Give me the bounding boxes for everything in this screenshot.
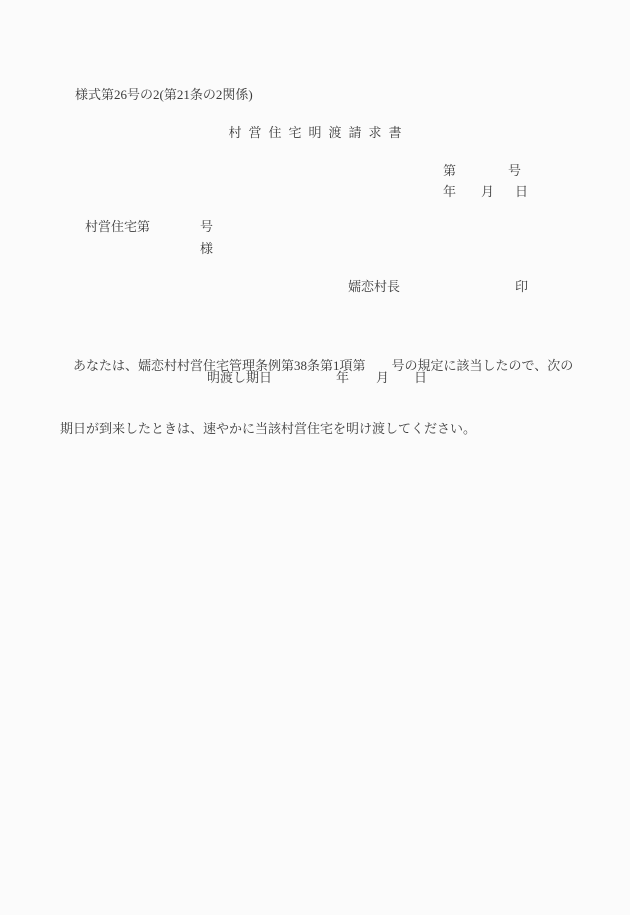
issue-date-day-label: 日 [515, 184, 529, 199]
document-title: 村営住宅明渡請求書 [228, 125, 409, 140]
due-date-year-label: 年 [336, 370, 350, 385]
body-line-1: あなたは、嬬恋村村営住宅管理条例第38条第1項第 号の規定に該当したので、次の [60, 358, 574, 373]
issuer-name-label: 嬬恋村長 [348, 279, 401, 294]
issue-date-year-label: 年 [443, 184, 457, 199]
addressee-housing-label: 村営住宅第 [85, 219, 151, 234]
body-paragraph [60, 313, 585, 481]
form-number-label: 様式第26号の2(第21条の2関係) [75, 87, 253, 102]
issue-date-month-label: 月 [481, 184, 495, 199]
body-line-2: 期日が到来したときは、速やかに当該村営住宅を明け渡してください。 [60, 421, 477, 436]
due-date-label: 明渡し期日 [207, 370, 273, 385]
seal-placeholder-label: 印 [515, 279, 529, 294]
addressee-number-suffix-label: 号 [200, 219, 214, 234]
due-date-day-label: 日 [414, 370, 428, 385]
doc-number-suffix-label: 号 [508, 163, 522, 178]
addressee-honorific-label: 様 [200, 241, 214, 256]
due-date-month-label: 月 [376, 370, 390, 385]
doc-number-prefix-label: 第 [443, 163, 457, 178]
